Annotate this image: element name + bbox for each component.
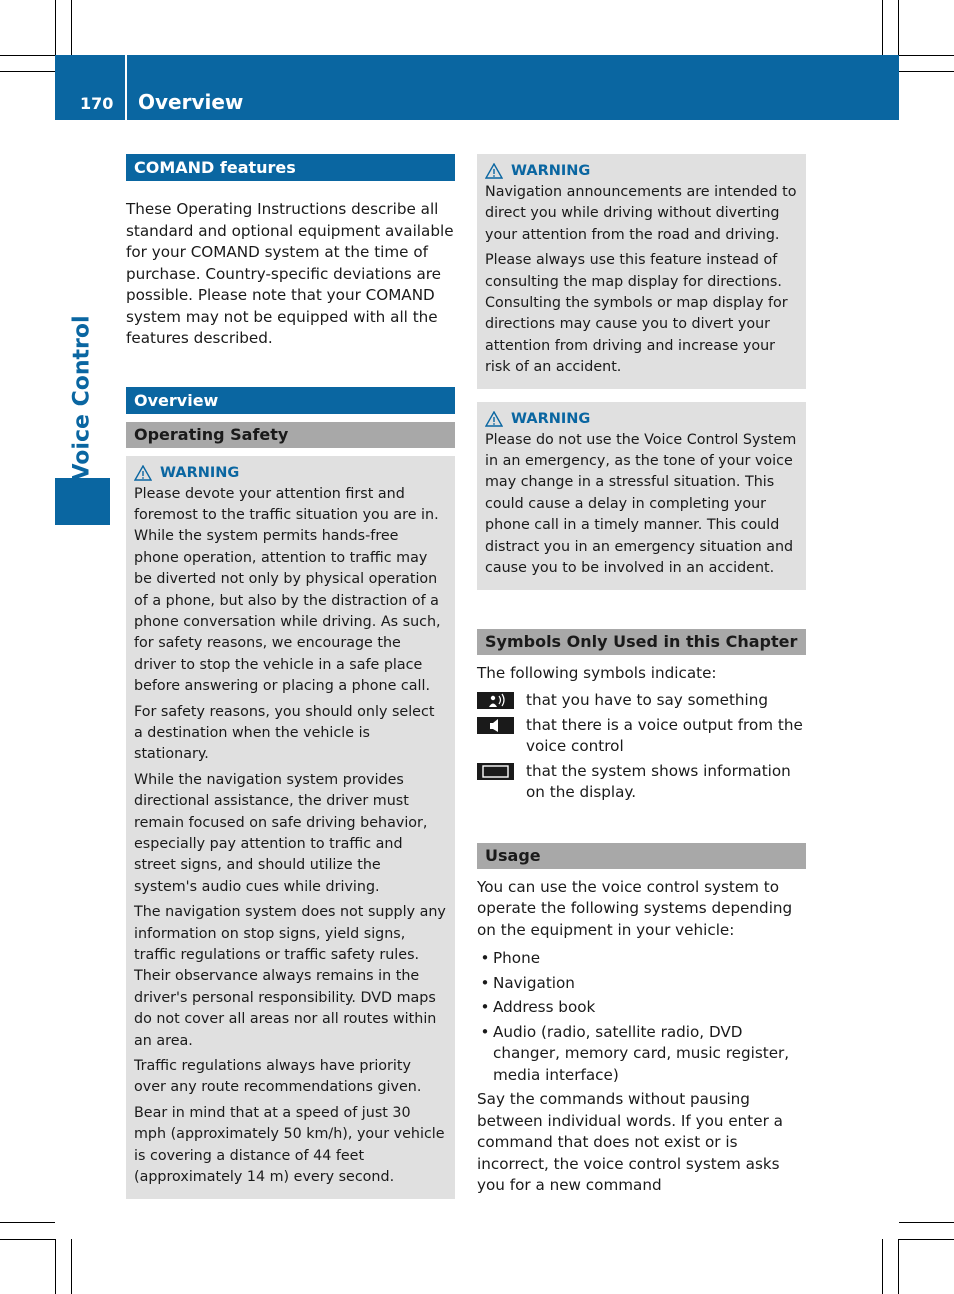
usage-intro: You can use the voice control system to operate the following systems depending on the equipment in your vehicle: — [477, 877, 793, 939]
crop-mark — [899, 1239, 954, 1240]
crop-mark — [899, 1222, 954, 1223]
subheading-symbols: Symbols Only Used in this Chapter — [477, 629, 806, 655]
bullet-dot: • — [480, 949, 490, 967]
crop-mark — [899, 71, 954, 72]
crop-mark — [899, 55, 954, 56]
warning-paragraph: Please do not use the Voice Control System in an emergency, as the tone of your voice may change in a stressful situation. This could cause a delay in completing your phone call in a timely manner. This could distract you in an emergency situation and cause you to be involved in an accident. — [485, 431, 797, 577]
warning-paragraph: For safety reasons, you should only select a destination when the vehicle is stationary. — [134, 703, 435, 763]
warning-triangle-icon — [134, 465, 152, 481]
warning-header — [485, 160, 798, 182]
warning-paragraph: Please devote your attention first and foremost to the traffic situation you are in. While the system permits hands-free phone operation, attention to traffic may be diverted not only by physical operation of a phone, but also by the distraction of a phone conversation while driving. As such, for safety reasons, we encourage the driver to stop the vehicle in a safe place before answering or placing a phone call. — [134, 485, 441, 695]
crop-mark — [0, 71, 55, 72]
crop-mark — [0, 1222, 55, 1223]
crop-mark — [71, 0, 72, 55]
warning-label: WARNING — [160, 464, 240, 481]
bullet-dot: • — [480, 998, 490, 1016]
list-item-text: Phone — [493, 949, 541, 967]
warning-label: WARNING — [511, 410, 591, 427]
bullet-dot: • — [480, 1022, 490, 1041]
warning-paragraph: While the navigation system provides directional assistance, the driver must remain focused on safe driving behavior, especially pay attention to traffic and street signs, and should utilize the system's audio cues while driving. — [134, 771, 428, 895]
warning-box — [477, 154, 806, 389]
subheading-usage: Usage — [477, 843, 806, 869]
list-item-text: Navigation — [493, 973, 575, 992]
crop-mark — [55, 0, 56, 55]
warning-box — [477, 402, 806, 590]
warning-paragraph: Please always use this feature instead of consulting the map display for directions. Consulting the symbols or map display for directions may cause you to divert your attention from driving and increase your risk of an accident. — [485, 252, 788, 376]
header-divider — [125, 55, 127, 120]
symbol-description: that there is a voice output from the voice control — [526, 715, 803, 755]
symbol-row — [477, 690, 806, 712]
page-number: 170 — [80, 94, 114, 113]
right-column — [477, 154, 806, 1197]
chapter-tab-label: Voice Control — [69, 315, 95, 481]
warning-box — [126, 456, 455, 1199]
page-title: Overview — [138, 90, 244, 114]
left-column — [126, 154, 455, 1199]
crop-mark — [71, 1239, 72, 1294]
section-heading-comand: COMAND features — [126, 154, 455, 181]
symbol-description: that you have to say something — [526, 691, 769, 709]
display-icon — [477, 763, 514, 780]
subheading-operating-safety: Operating Safety — [126, 422, 455, 448]
list-item — [477, 948, 806, 970]
comand-paragraph: These Operating Instructions describe all standard and optional equipment available for your COMAND system at the time of purchase. Country-specific deviations are possible. Please note that your COMAND system may not be equipped with all the features described. — [126, 200, 454, 347]
side-tab-marker — [55, 478, 110, 525]
symbol-row — [477, 715, 806, 758]
crop-mark — [0, 1239, 55, 1240]
warning-header — [134, 462, 447, 484]
usage-outro: Say the commands without pausing between individual words. If you enter a command that does not exist or is incorrect, the voice control system asks you for a new command — [477, 1090, 783, 1194]
warning-triangle-icon — [485, 411, 503, 427]
list-item-text: Audio (radio, satellite radio, DVD changer, memory card, music register, media interface) — [493, 1022, 790, 1084]
list-item-text: Address book — [493, 998, 596, 1016]
list-item — [477, 997, 806, 1019]
crop-mark — [882, 1239, 883, 1294]
crop-mark — [898, 1239, 899, 1294]
crop-mark — [55, 1239, 56, 1294]
crop-mark — [0, 55, 55, 56]
warning-paragraph: The navigation system does not supply any information on stop signs, yield signs, traffic regulations or traffic safety rules. Their observance always remains in the driver's personal responsibility. DVD maps do not cover all areas nor all routes within an area. — [134, 904, 446, 1049]
symbol-row — [477, 761, 806, 804]
list-item — [477, 1022, 806, 1087]
warning-triangle-icon — [485, 163, 503, 179]
warning-header — [485, 408, 798, 430]
symbols-intro: The following symbols indicate: — [477, 663, 717, 682]
warning-label: WARNING — [511, 163, 591, 179]
bullet-dot: • — [480, 973, 490, 992]
section-heading-overview: Overview — [126, 387, 455, 414]
speak-icon — [477, 692, 514, 709]
warning-paragraph: Traffic regulations always have priority over any route recommendations given. — [134, 1058, 422, 1096]
voice-output-icon — [477, 717, 514, 734]
crop-mark — [882, 0, 883, 55]
warning-paragraph: Navigation announcements are intended to direct you while driving without diverting your attention from the road and driving. — [485, 184, 797, 243]
symbol-description: that the system shows information on the display. — [526, 761, 791, 801]
list-item — [477, 973, 806, 995]
crop-mark — [898, 0, 899, 55]
warning-paragraph: Bear in mind that at a speed of just 30 mph (approximately 50 km/h), your vehicle is covering a distance of 44 feet (approximately 14 m) every second. — [134, 1104, 445, 1186]
